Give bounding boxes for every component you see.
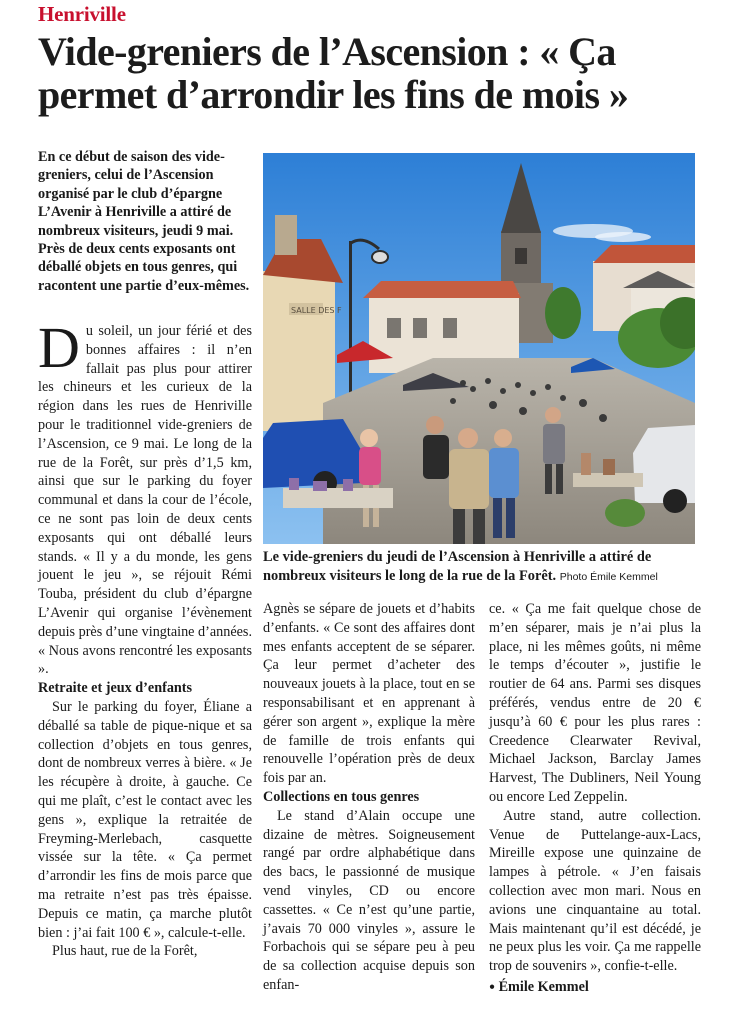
body-paragraph-4-cont: ce. « Ça me fait quelque chose de m’en séparer, mais je n’ai plus la place, ni les mêmes goûts, ni même le temps d’écouter », justifie le routier de 64 ans. Parmi ses disques préférés, vendus entre de 20 € jusqu’à 60 € pour les plus rares : Creedence Clearwater Revival, Michael Jackson, Barclay James Harvest, The Dubliners, Neil Young ou encore Led Zeppelin. [489, 601, 701, 805]
photo-sign-text: SALLE DES F [291, 306, 342, 315]
column-3 [489, 600, 701, 997]
bullet-icon: ● [489, 981, 496, 993]
body-paragraph-2: Sur le parking du foyer, Éliane a déballé sa table de pique-nique et sa collection d’objets en tous genres, dont de nombreux verres à bière. « Je les récupère à droite, à gauche. Ce qui me plaît, c’est le contact avec les gens », explique la retraitée de Freyming-Merlebach, casquette vissée sur la tête. « Ça permet d’arrondir les fins de mois parce que ma retraite n’est pas très épaisse. Depuis ce matin, ça marche plutôt bien : j’ai fait 100 € », calcule-t-elle. [38, 698, 252, 941]
body-paragraph-5: Autre stand, autre collection. Venue de Puttelange-aux-Lacs, Mireille expose une quinzaine de lampes à pétrole. « J’en faisais collection avec mon mari. Nous en avions une cinquantaine au total. Mais maintenant qu’il est décédé, je ne peux plus les voir. Ça me rappelle trop de souvenirs », confie-t-elle. [489, 807, 701, 975]
body-paragraph-3: Agnès se sépare de jouets et d’habits d’enfants. « Ce sont des affaires dont mes enfants acceptent de se séparer. Ça leur permet d’acheter des nouveaux jouets à la place, tout en se responsabilisant et en apprenant à gérer son argent », explique la mère de famille de trois enfants qui renouvelle l’opération près de deux fois par an. [263, 601, 475, 787]
column-1 [38, 315, 252, 961]
headline: Vide-greniers de l’Ascension : « Ça permet d’arrondir les fins de mois » [38, 29, 629, 117]
body-paragraph-4: Le stand d’Alain occupe une dizaine de mètres. Soigneusement rangé par ordre alphabétique dans des bacs, le passionné de musique vend vinyles, CD ou encore cassettes. « Ce n’est qu’une partie, j’avais 70 000 vinyles », assure le Forbachois qui se sépare peu à peu de sa collection acquise depuis son enfan- [263, 807, 475, 993]
article-photo [263, 153, 695, 544]
photo-caption [263, 548, 703, 586]
body-paragraph-1 [38, 315, 252, 679]
flea-market-photo [263, 153, 695, 544]
caption-text: Le vide-greniers du jeudi de l’Ascension à Henriville a attiré de nombreux visiteurs le long de la rue de la Forêt. [263, 549, 652, 584]
byline-name: Émile Kemmel [498, 978, 589, 995]
subhead-1: Retraite et jeux d’enfants [38, 680, 193, 697]
column-2 [263, 600, 475, 995]
byline [489, 978, 701, 997]
body-p3-start: Plus haut, rue de la Forêt, [52, 943, 198, 960]
body-p1-text: u soleil, un jour férié et des bonnes affaires : il n’en fallait pas plus pour attirer les chineurs et les curieux de la région dans les rues de Henriville pour le traditionnel vide-greniers de l’Ascension, ce 9 mai. Le long de la rue de la Forêt, sur près d’1,5 km, ainsi que sur le parking du foyer communal et dans la cour de l’école, ce ne sont pas loin de deux cents exposants qui ont déballé leurs stands. « Il y a du monde, les gens jouent le jeu », se réjouit Rémi Touba, président du club d’épargne L’Avenir qui organise l’évènement depuis près d’une vingtaine d’années. « Nous avons rencontré les exposants ». [38, 323, 252, 678]
photo-credit: Photo Émile Kemmel [559, 570, 658, 583]
lede: En ce début de saison des vide-greniers, celui de l’Ascension organisé par le club d’épargne L’Avenir à Henriville a attiré de nombreux visiteurs, jeudi 9 mai. Près de deux cents exposants ont déballé objets en tous genres, qui racontent une partie d’eux-mêmes. [38, 149, 250, 294]
subhead-2: Collections en tous genres [263, 788, 420, 805]
drop-cap: D [38, 315, 80, 380]
kicker: Henriville [38, 2, 126, 26]
body-paragraph-3a [38, 942, 252, 961]
